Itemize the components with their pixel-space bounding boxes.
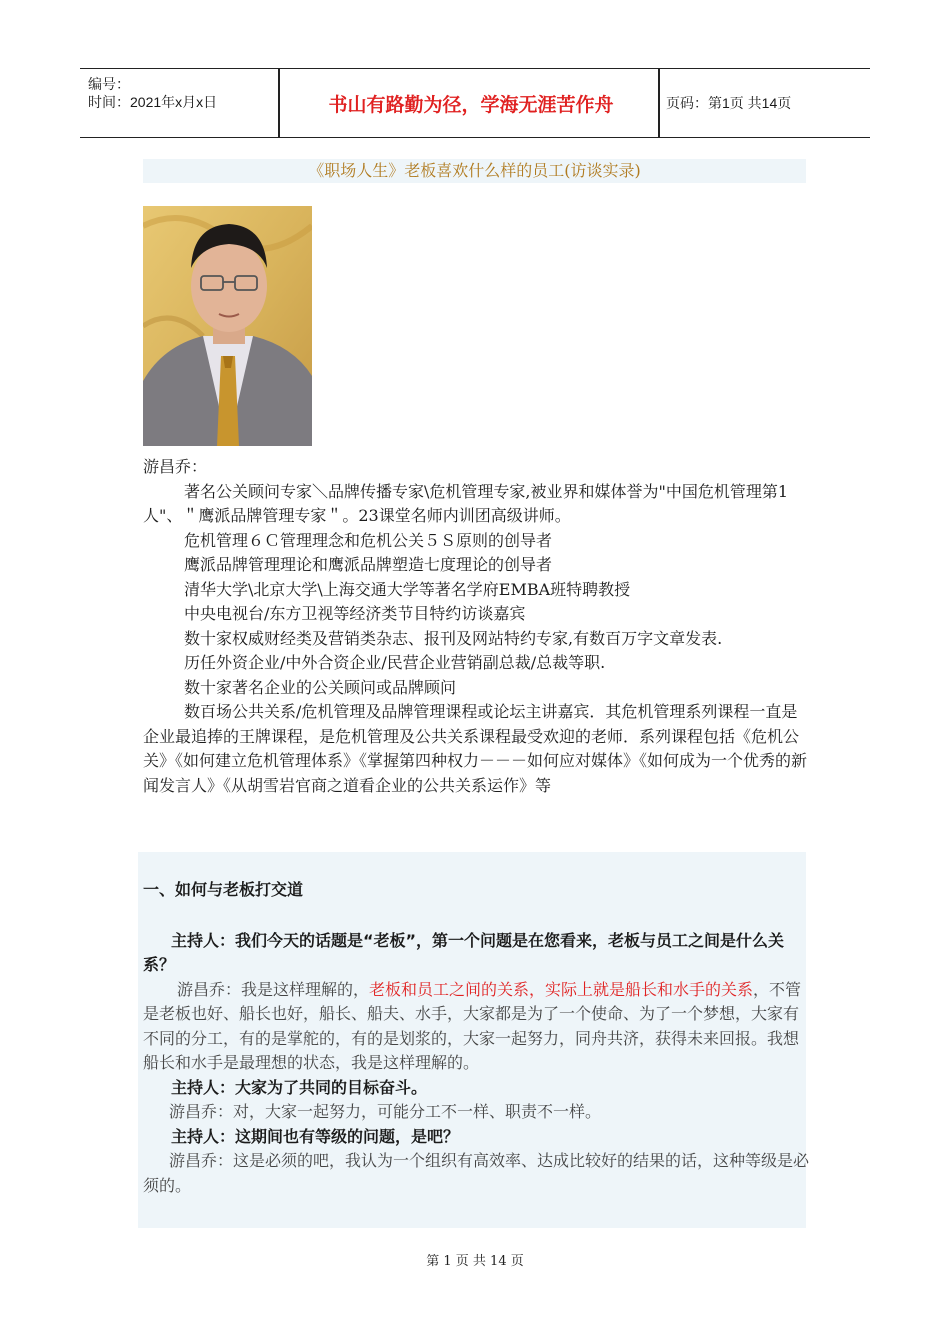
host-question: 主持人：我们今天的话题是“老板”，第一个问题是在您看来，老板与员工之间是什么关系？ bbox=[143, 930, 785, 974]
number-label: 编号： bbox=[88, 76, 130, 92]
guest-answer: 游昌乔：对，大家一起努力，可能分工不一样、职责不一样。 bbox=[169, 1102, 602, 1121]
intro-paragraph: 数十家权威财经类及营销类杂志、报刊及网站特约专家,有数百万字文章发表. bbox=[184, 628, 723, 648]
page-footer: 第 1 页 共 14 页 bbox=[426, 1254, 524, 1269]
header-motto: 书山有路勤为径，学海无涯苦作舟 bbox=[328, 93, 614, 116]
speaker-intro bbox=[143, 455, 813, 798]
intro-paragraph: 数十家著名企业的公关顾问或品牌顾问 bbox=[184, 677, 457, 697]
answer-highlight: 老板和员工之间的关系，实际上就是船长和水手的关系 bbox=[369, 979, 754, 999]
document-title: 《职场人生》老板喜欢什么样的员工(访谈实录) bbox=[143, 159, 806, 183]
host-question: 主持人：大家为了共同的目标奋斗。 bbox=[171, 1077, 428, 1097]
header-divider bbox=[278, 69, 280, 137]
intro-paragraph: 清华大学\北京大学\上海交通大学等著名学府EMBA班特聘教授 bbox=[184, 579, 631, 599]
intro-paragraph: 危机管理６Ｃ管理理念和危机公关５Ｓ原则的创导者 bbox=[184, 530, 553, 550]
intro-paragraph: 历任外资企业/中外合资企业/民营企业营销副总裁/总裁等职. bbox=[184, 653, 606, 672]
host-question: 主持人：这期间也有等级的问题，是吧？ bbox=[171, 1126, 460, 1146]
intro-paragraph: 鹰派品牌管理理论和鹰派品牌塑造七度理论的创导者 bbox=[184, 555, 553, 574]
guest-answer: 游昌乔：这是必须的吧，我认为一个组织有高效率、达成比较好的结果的话，这种等级是必须的。 bbox=[143, 1151, 810, 1195]
answer-text: 游昌乔：我是这样理解的， bbox=[177, 979, 370, 999]
section-heading: 一、如何与老板打交道 bbox=[143, 880, 304, 899]
header-divider bbox=[658, 69, 660, 137]
header-meta bbox=[88, 75, 217, 111]
answer-text: ，不管是老板也好、船长也好，船长、船夫、水手，大家都是为了一个使命、为了一个梦想，大家有不同的分工，有的是掌舵的，有的是划浆的，大家一起努力，同舟共济，获得未来回报。我想船长和水手是最理想的状态，我是这样理解的。 bbox=[143, 979, 802, 1072]
time-label: 时间：2021年x月x日 bbox=[88, 94, 218, 110]
header-page-info: 页码：第1页 共14页 bbox=[666, 95, 792, 111]
intro-paragraph: 中央电视台/东方卫视等经济类节目特约访谈嘉宾 bbox=[184, 604, 526, 623]
intro-paragraph: 著名公关顾问专家＼品牌传播专家\危机管理专家,被业界和媒体誉为"中国危机管理第1人"、＂鹰派品牌管理专家＂。23课堂名师内训团高级讲师。 bbox=[143, 481, 789, 525]
intro-paragraph: 数百场公共关系/危机管理及品牌管理课程或论坛主讲嘉宾．其危机管理系列课程一直是企业最追捧的王牌课程，是危机管理及公共关系课程最受欢迎的老师．系列课程包括《危机公关》《如何建立危机管理体系》《掌握第四种权力－－－如何应对媒体》《如何成为一个优秀的新闻发言人》《从胡雪岩官商之道看企业的公共关系运作》等 bbox=[143, 702, 808, 795]
portrait-photo bbox=[143, 206, 312, 446]
guest-answer bbox=[143, 978, 811, 1076]
speaker-name: 游昌乔： bbox=[143, 457, 208, 476]
page-header bbox=[80, 68, 870, 138]
interview-section bbox=[143, 878, 811, 1198]
